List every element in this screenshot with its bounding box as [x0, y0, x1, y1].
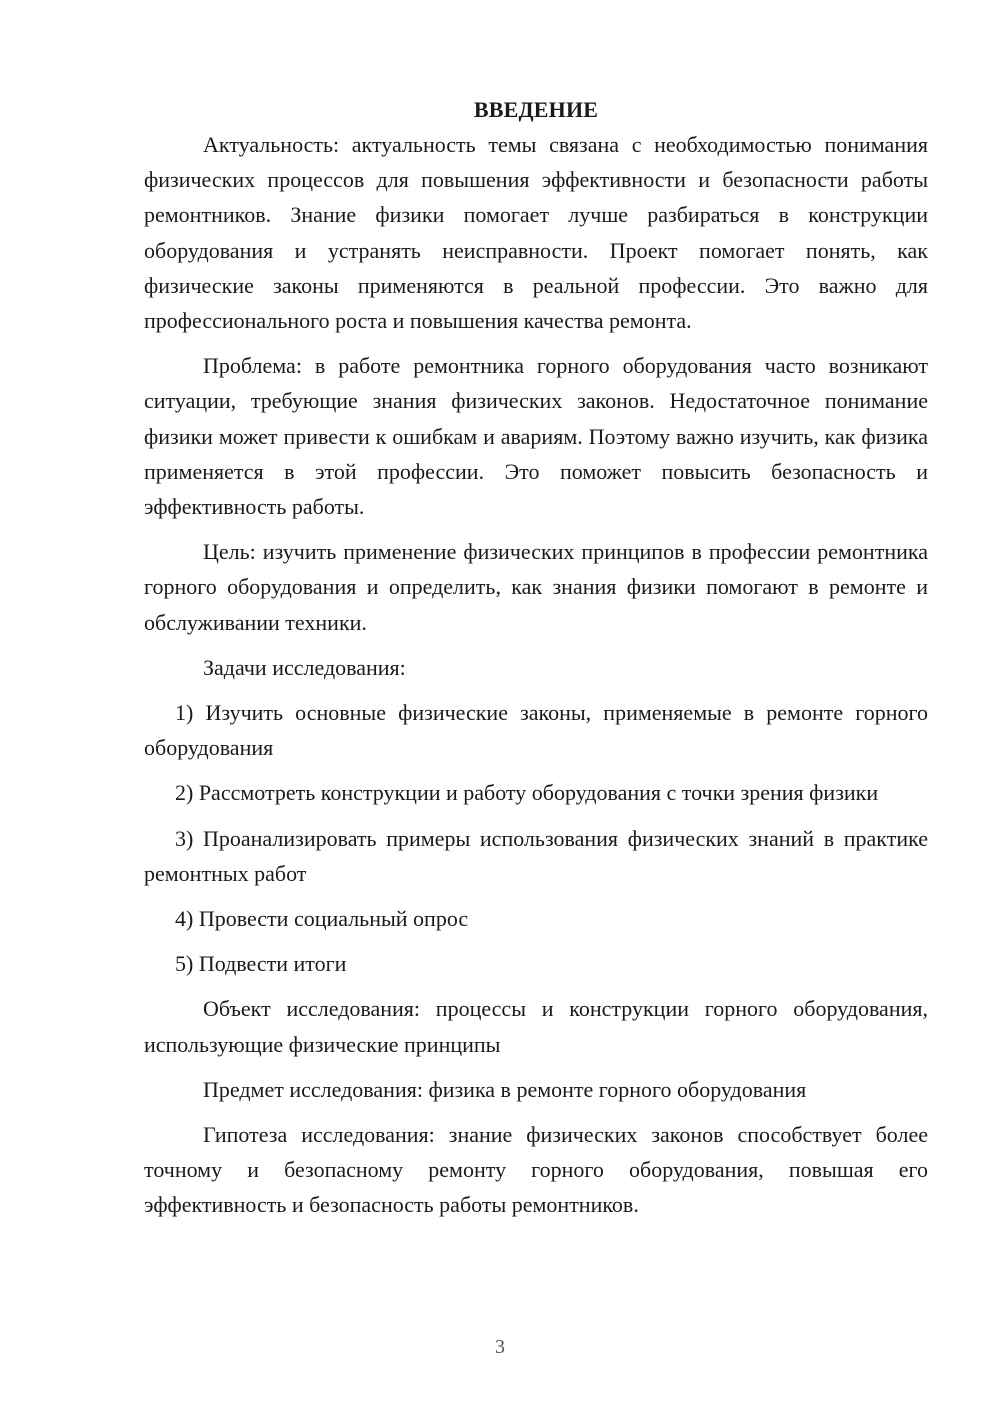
object-paragraph: Объект исследования: процессы и конструкции горного оборудования, использующие физические принципы [144, 996, 928, 1057]
goal-paragraph: Цель: изучить применение физических принципов в профессии ремонтника горного оборудования и определить, как знания физики помогают в ремонте и обслуживании техники. [144, 539, 928, 635]
problem-paragraph: Проблема: в работе ремонтника горного оборудования часто возникают ситуации, требующие знания физических законов. Недостаточное понимание физики может привести к ошибкам и авариям. Поэтому важно изучить, как физика применяется в этой профессии. Это поможет повысить безопасность и эффективность работы. [144, 353, 928, 520]
hypothesis-paragraph: Гипотеза исследования: знание физических законов способствует более точному и безопасному ремонту горного оборудования, повышая его эффективность и безопасность работы ремонтников. [144, 1122, 928, 1218]
task-item-4: 4) Провести социальный опрос [175, 906, 469, 932]
relevance-paragraph: Актуальность: актуальность темы связана с необходимостью понимания физических процессов для повышения эффективности и безопасности работы ремонтников. Знание физики помогает лучше разбираться в конструкции оборудования и устранять неисправности. Проект помогает понять, как физические законы применяются в реальной профессии. Это важно для профессионального роста и повышения качества ремонта. [144, 132, 928, 334]
page-body [144, 92, 928, 1223]
task-item-3: 3) Проанализировать примеры использования физических знаний в практике ремонтных работ [144, 825, 928, 886]
task-item-5: 5) Подвести итоги [175, 951, 347, 977]
section-title: ВВЕДЕНИЕ [473, 97, 599, 122]
page-number: 3 [495, 1336, 505, 1358]
task-item-2: 2) Рассмотреть конструкции и работу оборудования с точки зрения физики [175, 780, 879, 806]
tasks-heading: Задачи исследования: [203, 654, 406, 680]
task-item-1: 1) Изучить основные физические законы, применяемые в ремонте горного оборудования [144, 700, 928, 761]
subject-paragraph: Предмет исследования: физика в ремонте горного оборудования [203, 1076, 807, 1102]
